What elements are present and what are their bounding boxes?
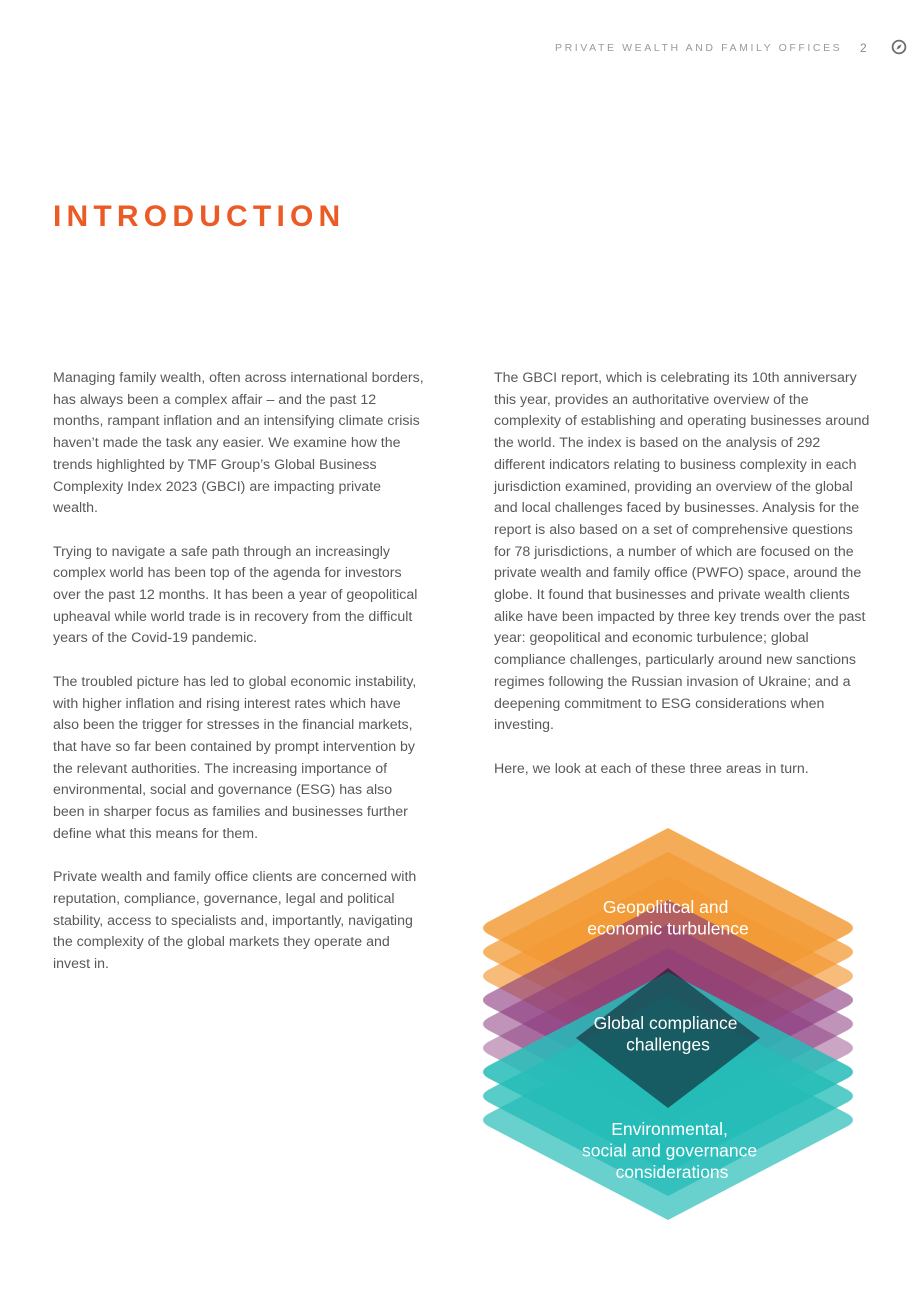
paragraph: The troubled picture has led to global economic instability, with higher inflation and rising interest rates which have also been the trigger for stresses in the financial markets, that have so far been contained by prompt intervention by the relevant authorities. The increasing importance of environmental, social and governance (ESG) has also been in sharper focus as families and businesses further define what this means for them. (53, 673, 417, 842)
page-title: INTRODUCTION (53, 200, 346, 233)
paragraph: The GBCI report, which is celebrating its 10th anniversary this year, provides an authoritative overview of the complexity of establishing and operating businesses around the world. The index is based on the analysis of 292 different indicators relating to business complexity in each jurisdiction examined, providing an overview of the global and local challenges faced by businesses. Analysis for the report is also based on a set of comprehensive questions for 78 jurisdictions, a number of which are focused on the private wealth and family office (PWFO) space, around the globe. It found that businesses and private wealth clients alike have been impacted by three key trends over the past year: geopolitical and economic turbulence; global compliance challenges, particularly around new sanctions regimes following the Russian invasion of Ukraine; and a deepening commitment to ESG considerations when investing. (494, 370, 870, 734)
layer-label-geopolitical (587, 897, 748, 939)
paragraph: Here, we look at each of these three areas in turn. (494, 760, 809, 777)
trends-diagram (470, 820, 870, 1240)
paragraph: Private wealth and family office clients are concerned with reputation, compliance, governance, legal and political stability, access to specialists and, importantly, navigating the complexity of the global markets they operate and invest in. (53, 869, 417, 972)
label-line: economic turbulence (587, 918, 749, 939)
paragraph: Trying to navigate a safe path through an increasingly complex world has been top of the agenda for investors over the past 12 months. It has been a year of geopolitical upheaval while world trade is in recovery from the difficult years of the Covid-19 pandemic. (53, 543, 418, 647)
running-header: PRIVATE WEALTH AND FAMILY OFFICES (555, 42, 843, 54)
label-line: considerations (615, 1162, 729, 1182)
page-number: 2 (860, 41, 867, 55)
left-column (53, 368, 425, 997)
label-line: social and governance (582, 1140, 758, 1161)
compass-icon[interactable] (891, 39, 907, 55)
paragraph: Managing family wealth, often across international borders, has always been a complex affair – and the past 12 months, rampant inflation and an intensifying climate crisis haven’t made the task any easier. We examine how the trends highlighted by TMF Group’s Global Business Complexity Index 2023 (GBCI) are impacting private wealth. (53, 370, 424, 517)
label-line: Environmental, (611, 1119, 728, 1139)
label-line: Geopolitical and (602, 897, 729, 917)
right-column (494, 368, 872, 802)
label-line: challenges (626, 1034, 710, 1055)
label-line: Global compliance (593, 1013, 738, 1033)
